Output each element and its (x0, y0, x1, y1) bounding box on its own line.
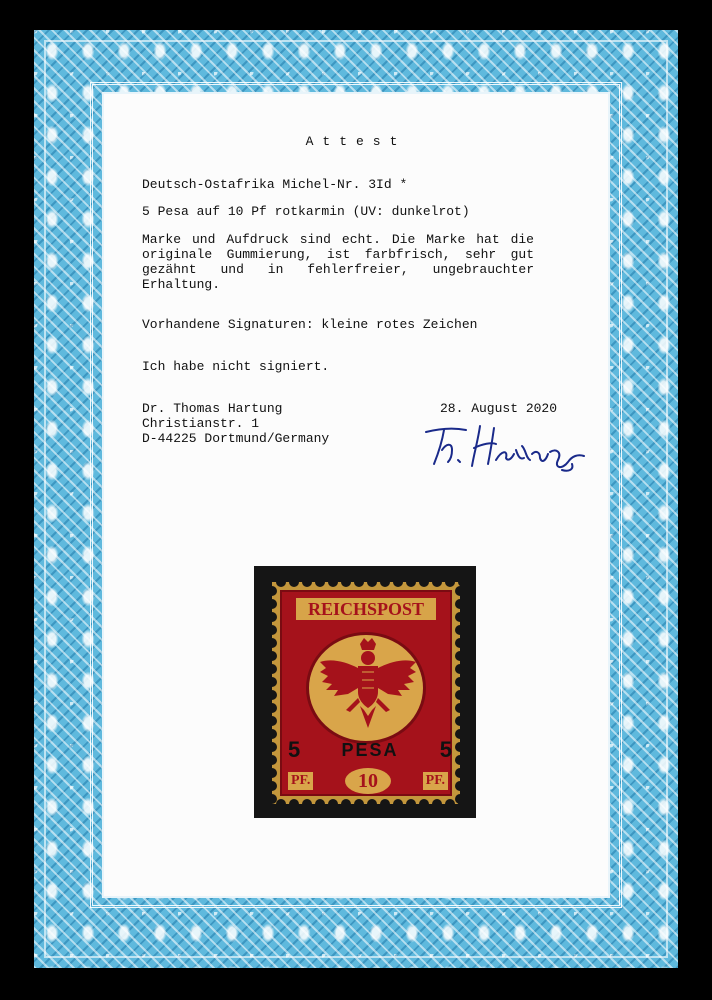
expert-city: D-44225 Dortmund/Germany (142, 431, 330, 446)
perforation-hole (272, 729, 277, 739)
overprint-right-value: 5 (439, 737, 452, 762)
certificate-date: 28. August 2020 (440, 401, 558, 416)
perforation-hole (354, 582, 364, 587)
perforation-hole (328, 582, 338, 587)
unit-right: PF. (423, 772, 448, 790)
perforation-hole (354, 799, 364, 804)
unit-left: PF. (288, 772, 313, 790)
stamp-overprint (288, 738, 452, 762)
perforation-hole (393, 799, 403, 804)
perforation-hole (289, 799, 299, 804)
perforation-hole (341, 582, 351, 587)
perforation-hole (432, 582, 442, 587)
perforation-hole (272, 651, 277, 661)
perforation-hole (455, 664, 460, 674)
perforation-hole (445, 582, 455, 587)
perforation-hole (455, 690, 460, 700)
eagle-icon (316, 636, 420, 736)
denomination-value: 10 (345, 768, 391, 794)
perforation-hole (455, 651, 460, 661)
signatures-line: Vorhandene Signaturen: kleine rotes Zeichen (142, 317, 478, 332)
not-signed-line: Ich habe nicht signiert. (142, 359, 330, 374)
perforation-hole (455, 794, 460, 804)
perforation-hole (272, 703, 277, 713)
perforation-hole (367, 799, 377, 804)
perforation-hole (455, 599, 460, 609)
expert-street: Christianstr. 1 (142, 416, 260, 431)
authenticity-paragraph: Marke und Aufdruck sind echt. Die Marke hat die originale Gummierung, ist farbfrisch, sehr gut gezähnt und in fehlerfreier, ungebrauchter Erhaltung. (142, 232, 534, 292)
certificate-body (104, 94, 608, 896)
perforation-hole (272, 677, 277, 687)
perforation-hole (419, 799, 429, 804)
perforation-hole (272, 781, 277, 791)
perforation-hole (455, 716, 460, 726)
handwritten-signature (422, 420, 592, 472)
perforation-hole (455, 755, 460, 765)
perforation-hole (272, 586, 277, 596)
perforation-hole (315, 582, 325, 587)
perforation-hole (455, 768, 460, 778)
perforation-hole (419, 582, 429, 587)
perforation-hole (272, 638, 277, 648)
perforation-hole (432, 799, 442, 804)
perforation-hole (272, 755, 277, 765)
stamp-header: REICHSPOST (296, 598, 436, 620)
perforation-hole (272, 716, 277, 726)
perforation-hole (302, 799, 312, 804)
stamp-denomination-row (288, 768, 448, 794)
perforation-hole (315, 799, 325, 804)
perforation-hole (272, 625, 277, 635)
perforation-hole (272, 612, 277, 622)
perforation-hole (276, 582, 286, 587)
perforation-hole (455, 677, 460, 687)
perforation-hole (272, 742, 277, 752)
perforation-hole (289, 582, 299, 587)
perforation-hole (455, 742, 460, 752)
perforation-hole (380, 799, 390, 804)
perforation-hole (393, 582, 403, 587)
perforation-hole (272, 599, 277, 609)
perforation-hole (455, 625, 460, 635)
perforation-hole (272, 768, 277, 778)
perforation-hole (455, 703, 460, 713)
perforation-hole (455, 638, 460, 648)
perforation-hole (272, 690, 277, 700)
perforation-hole (380, 582, 390, 587)
perforation-hole (445, 799, 455, 804)
perforation-hole (272, 664, 277, 674)
perforation-hole (455, 612, 460, 622)
stamp-frame (280, 590, 452, 796)
expert-name: Dr. Thomas Hartung (142, 401, 283, 416)
postage-stamp (272, 582, 460, 804)
perforation-hole (406, 799, 416, 804)
perforation-hole (367, 582, 377, 587)
perforation-hole (276, 799, 286, 804)
perforation-hole (455, 781, 460, 791)
perforation-hole (302, 582, 312, 587)
certificate-title: Attest (305, 134, 407, 149)
perforation-hole (455, 586, 460, 596)
overprint-word: PESA (341, 740, 399, 760)
perforation-hole (328, 799, 338, 804)
description-line: 5 Pesa auf 10 Pf rotkarmin (UV: dunkelrot) (142, 204, 470, 219)
catalog-line: Deutsch-Ostafrika Michel-Nr. 3Id * (142, 177, 408, 192)
perforation-hole (455, 729, 460, 739)
perforation-hole (406, 582, 416, 587)
overprint-left-value: 5 (288, 737, 301, 762)
perforation-hole (341, 799, 351, 804)
